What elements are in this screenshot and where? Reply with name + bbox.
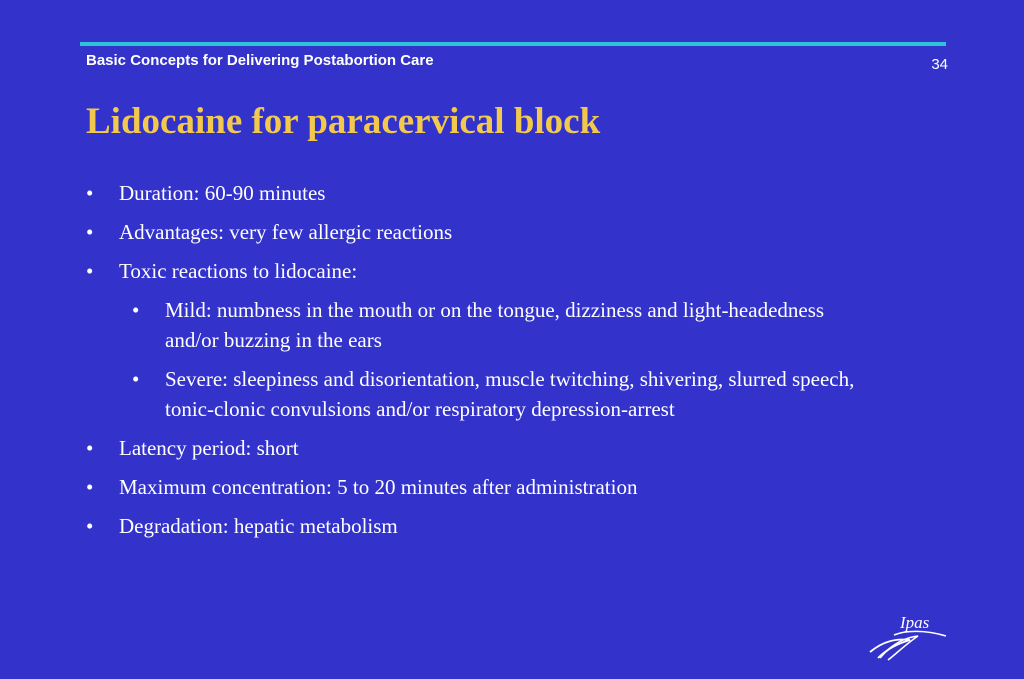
bullet-item: • Duration: 60-90 minutes bbox=[86, 178, 886, 208]
slide-number: 34 bbox=[931, 56, 948, 73]
bullet-item: • Advantages: very few allergic reactions bbox=[86, 217, 886, 247]
ipas-logo bbox=[866, 608, 950, 662]
bullet-item: • Toxic reactions to lidocaine: bbox=[86, 256, 886, 286]
sub-bullet-item: • Severe: sleepiness and disorientation, muscle twitching, shivering, slurred speech, tonic-clonic convulsions and/or respiratory depression-arrest bbox=[132, 364, 865, 424]
bullet-item: • Latency period: short bbox=[86, 433, 886, 463]
bullet-item: • Maximum concentration: 5 to 20 minutes after administration bbox=[86, 472, 886, 502]
presentation-title: Basic Concepts for Delivering Postabortion Care bbox=[86, 52, 434, 69]
header-divider bbox=[80, 42, 946, 46]
logo-text: Ipas bbox=[900, 613, 930, 632]
sub-bullet-item: • Mild: numbness in the mouth or on the tongue, dizziness and light-headedness and/or buzzing in the ears bbox=[132, 295, 865, 355]
bullet-list bbox=[86, 178, 886, 550]
slide-title: Lidocaine for paracervical block bbox=[86, 101, 601, 142]
bullet-item: • Degradation: hepatic metabolism bbox=[86, 511, 886, 541]
